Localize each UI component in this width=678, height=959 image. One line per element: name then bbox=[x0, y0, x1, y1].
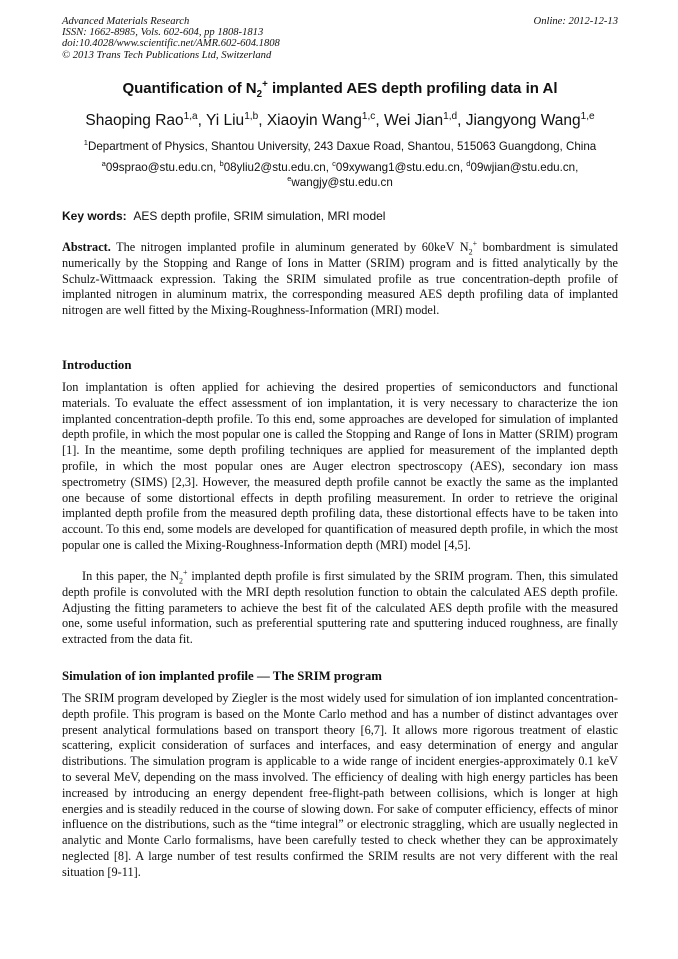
email: $^c$09xywang1@stu.edu.cn bbox=[332, 159, 460, 174]
srim-paragraph-1: The SRIM program developed by Ziegler is the most widely used for simulation of ion implanted concentration-depth profile. This program is based on the Monte Carlo method and has a number of distinct advantages over present analytical formulations based on transport theory [6,7]. It allows more rigorous treatment of elastic scattering, explicit consideration of surfaces and interfaces, and easy determination of energy and angular distributions. The simulation program is applicable to a wide range of incident energies-approximately 0.1 keV to several MeV, depending on the mass involved. The efficiency of dealing with high energy particles has been increased by introducing an energy dependent free-flight-path between collisions, which is longer at high energies and is steadily reduced in the course of slowing down. For sake of computer efficiency, effects of minor influence on the distributions, such as the “time integral” or electronic straggling, which are usually neglected in analytic and Monte Carlo formalisms, have been carefully tested to check whether they can be approximately neglected [8]. A large number of test results confirmed the SRIM results are not very different with the real situation [9-11]. bbox=[62, 691, 618, 879]
email: $^b$08yliu2@stu.edu.cn bbox=[219, 159, 326, 174]
author: Wei Jian$^{1,d}$ bbox=[383, 110, 458, 129]
doi-line: doi:10.4028/www.scientific.net/AMR.602-604.1808 bbox=[62, 38, 280, 50]
author-list: Shaoping Rao$^{1,a}$, Yi Liu$^{1,b}$, Xiaoyin Wang$^{1,c}$, Wei Jian$^{1,d}$, Jiangyong Wang$^{1,e}$ bbox=[85, 110, 595, 129]
author: Shaoping Rao$^{1,a}$ bbox=[85, 110, 198, 129]
paper-title: Quantification of $N_2^+$ implanted AES depth profiling data in Al bbox=[122, 79, 558, 100]
keywords bbox=[62, 209, 618, 223]
abstract: Abstract. The nitrogen implanted profile in aluminum generated by 60keV $N_2^+$ bombardment is simulated numerically by the Stopping and Range of Ions in Matter (SRIM) program and is fitted analytically by the Schulz-Wittmaack expression. Taking the SRIM simulated profile as true concentration-depth profile of implanted nitrogen in aluminum matrix, the corresponding measured AES depth profiling data of implanted nitrogen are well fitted by the Mixing-Roughness-Information (MRI) model. bbox=[62, 238, 618, 318]
online-date: Online: 2012-12-13 bbox=[533, 16, 618, 27]
journal-metadata bbox=[62, 16, 618, 61]
journal-name: Advanced Materials Research bbox=[62, 16, 190, 27]
issn-line: ISSN: 1662-8985, Vols. 602-604, pp 1808-1813 bbox=[62, 27, 264, 39]
email-list: $^a$09sprao@stu.edu.cn, $^b$08yliu2@stu.edu.cn, $^c$09xywang1@stu.edu.cn, $^d$09wjian@stu.edu.cn, $^e$wangjy@stu.edu.cn bbox=[101, 159, 579, 189]
author: Xiaoyin Wang$^{1,c}$ bbox=[266, 110, 376, 129]
affiliation: $^1$Department of Physics, Shantou University, 243 Daxue Road, Shantou, 515063 Guangdong, China bbox=[83, 138, 597, 153]
author: Yi Liu$^{1,b}$ bbox=[205, 110, 259, 129]
email: $^e$wangjy@stu.edu.cn bbox=[287, 174, 393, 189]
keywords-label: Key words: bbox=[62, 209, 127, 223]
copyright-line: © 2013 Trans Tech Publications Ltd, Switzerland bbox=[62, 49, 272, 61]
section-heading-srim: Simulation of ion implanted profile — The SRIM program bbox=[62, 669, 382, 683]
intro-paragraph-2: In this paper, the $N_2^+$ implanted depth profile is first simulated by the SRIM program. Then, this simulated depth profile is convoluted with the MRI depth resolution function to obtain the calculated AES depth profile. Adjusting the fitting parameters to achieve the best fit of the calculated AES depth profile with the measured one, some useful information, such as preferential sputtering rate and sputtering induced roughness, are finally extracted from the data fit. bbox=[62, 567, 618, 647]
email: $^d$09wjian@stu.edu.cn bbox=[466, 159, 576, 174]
section-heading-introduction: Introduction bbox=[62, 358, 132, 372]
intro-paragraph-1: Ion implantation is often applied for achieving the desired properties of semiconductors and functional materials. To evaluate the effect assessment of ion implantation, it is very necessary to characterize the ion implanted concentration-depth profile. To this end, some approaches are developed for simulation of implanted depth profile, in which the most popular one is called the Stopping and Range of Ions in Matter (SRIM) program [1]. In the meantime, some depth profiling techniques are applied for measurement of the implanted depth profile, in which the most popular ones are Auger electron spectroscopy (AES), secondary ion mass spectrometry (SIMS) [2,3]. However, the measured depth profile cannot be exactly the same as the implanted one because of some distortional effects in depth profiling measurement. In order to retrieve the original implanted depth profile from the measured depth profiling data, these distortional effects have to be taken into account. To this end, some models are developed for quantification of measured depth profile, in which the most popular one is called the Mixing-Roughness-Information depth (MRI) model [4,5]. bbox=[62, 380, 618, 552]
email: $^a$09sprao@stu.edu.cn bbox=[101, 159, 214, 174]
keywords-text: AES depth profile, SRIM simulation, MRI model bbox=[133, 209, 386, 223]
abstract-label: Abstract. bbox=[62, 240, 111, 254]
author: Jiangyong Wang$^{1,e}$ bbox=[465, 110, 595, 129]
